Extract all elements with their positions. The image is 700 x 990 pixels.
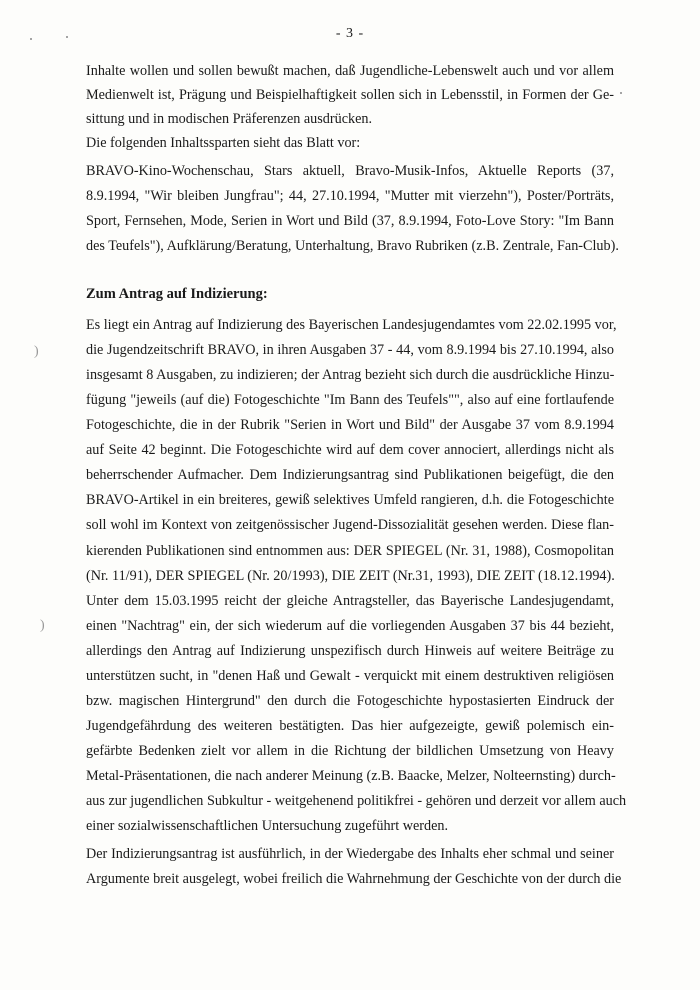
- text-line: (Nr. 11/91), DER SPIEGEL (Nr. 20/1993), DIE ZEIT (Nr.31, 1993), DIE ZEIT (18.12.1994).: [86, 568, 615, 584]
- text-line: unterstützen sucht, in "denen Haß und Gewalt - verquickt mit einem destruktiven religiösen: [86, 668, 614, 684]
- page-number: - 3 -: [335, 26, 365, 41]
- text-line: Inhalte wollen und sollen bewußt machen, daß Jugendliche-Lebenswelt auch und vor allem: [86, 63, 614, 79]
- text-line: einen "Nachtrag" ein, der sich wiederum auf die vorliegenden Ausgaben 37 bis 44 bezieht,: [86, 618, 614, 634]
- text-line: kierenden Publikationen sind entnommen aus: DER SPIEGEL (Nr. 31, 1988), Cosmopolitan: [86, 543, 614, 559]
- text-line: fügung "jeweils (auf die) Fotogeschichte "Im Bann des Teufels"", also auf eine fortlaufende: [86, 392, 614, 408]
- text-line: des Teufels"), Aufklärung/Beratung, Unterhaltung, Bravo Rubriken (z.B. Zentrale, Fan-Club).: [86, 238, 619, 254]
- text-line: BRAVO-Kino-Wochenschau, Stars aktuell, Bravo-Musik-Infos, Aktuelle Reports (37,: [86, 163, 614, 179]
- section-heading: Zum Antrag auf Indizierung:: [86, 286, 268, 302]
- text-line: Sport, Fernsehen, Mode, Serien in Wort und Bild (37, 8.9.1994, Foto-Love Story: "Im Bann: [86, 213, 614, 229]
- text-line: Metal-Präsentationen, die nach anderer Meinung (z.B. Baacke, Melzer, Nolteernsting) durch-: [86, 768, 616, 784]
- text-line: Die folgenden Inhaltssparten sieht das Blatt vor:: [86, 135, 361, 151]
- text-line: allerdings den Antrag auf Indizierung unspezifisch durch Hinweis auf weitere Beiträge zu: [86, 643, 614, 659]
- text-line: sittung und in modischen Präferenzen ausdrücken.: [86, 111, 373, 127]
- scan-speck: [620, 92, 622, 94]
- margin-mark-bottom: ): [40, 618, 45, 633]
- text-line: Es liegt ein Antrag auf Indizierung des Bayerischen Landesjugendamtes vom 22.02.1995 vor,: [86, 317, 617, 333]
- text-line: gefärbte Bedenken zielt vor allem in die Richtung der bildlichen Umsetzung von Heavy: [86, 743, 614, 759]
- text-line: Medienwelt ist, Prägung und Beispielhaftigkeit sollen sich in Lebensstil, in Formen der Ge-: [86, 87, 614, 103]
- text-line: aus zur jugendlichen Subkultur - weitgehenend politikfrei - gehören und derzeit vor allem auch: [86, 793, 627, 809]
- text-line: beherrschender Aufmacher. Dem Indizierungsantrag sind Publikationen beigefügt, die den: [86, 467, 614, 483]
- margin-mark-top: ): [34, 344, 39, 359]
- text-line: 8.9.1994, "Wir bleiben Jungfrau"; 44, 27.10.1994, "Mutter mit vierzehn"), Poster/Porträts,: [86, 188, 614, 204]
- text-line: einer sozialwissenschaftlichen Untersuchung zugeführt werden.: [86, 818, 449, 834]
- text-line: auf Seite 42 beginnt. Die Fotogeschichte wird auf dem cover annociert, allerdings nicht als: [86, 442, 614, 458]
- text-line: soll wohl im Kontext von zeitgenössischer Jugend-Dissozialität gesehen werden. Diese flan-: [86, 517, 614, 533]
- text-line: die Jugendzeitschrift BRAVO, in ihren Ausgaben 37 - 44, vom 8.9.1994 bis 27.10.1994, also: [86, 342, 614, 358]
- text-line: insgesamt 8 Ausgaben, zu indizieren; der Antrag bezieht sich durch die ausdrückliche Hinzu-: [86, 367, 615, 383]
- text-line: bzw. magischen Hintergrund" den durch die Fotogeschichte hypostasierten Eindruck der: [86, 693, 614, 709]
- text-line: Argumente breit ausgelegt, wobei freilich die Wahrnehmung der Geschichte von der durch die: [86, 871, 622, 887]
- text-line: Der Indizierungsantrag ist ausführlich, in der Wiedergabe des Inhalts eher schmal und seiner: [86, 846, 614, 862]
- text-line: Unter dem 15.03.1995 reicht der gleiche Antragsteller, das Bayerische Landesjugendamt,: [86, 593, 614, 609]
- text-line: Jugendgefährdung des weiteren bestätigten. Das hier aufgezeigte, gewiß polemisch ein-: [86, 718, 614, 734]
- text-line: BRAVO-Artikel in ein breiteres, gewiß selektives Umfeld rangieren, d.h. die Fotogeschichte: [86, 492, 614, 508]
- text-line: Fotogeschichte, die in der Rubrik "Serien in Wort und Bild" der Ausgabe 37 vom 8.9.1994: [86, 417, 614, 433]
